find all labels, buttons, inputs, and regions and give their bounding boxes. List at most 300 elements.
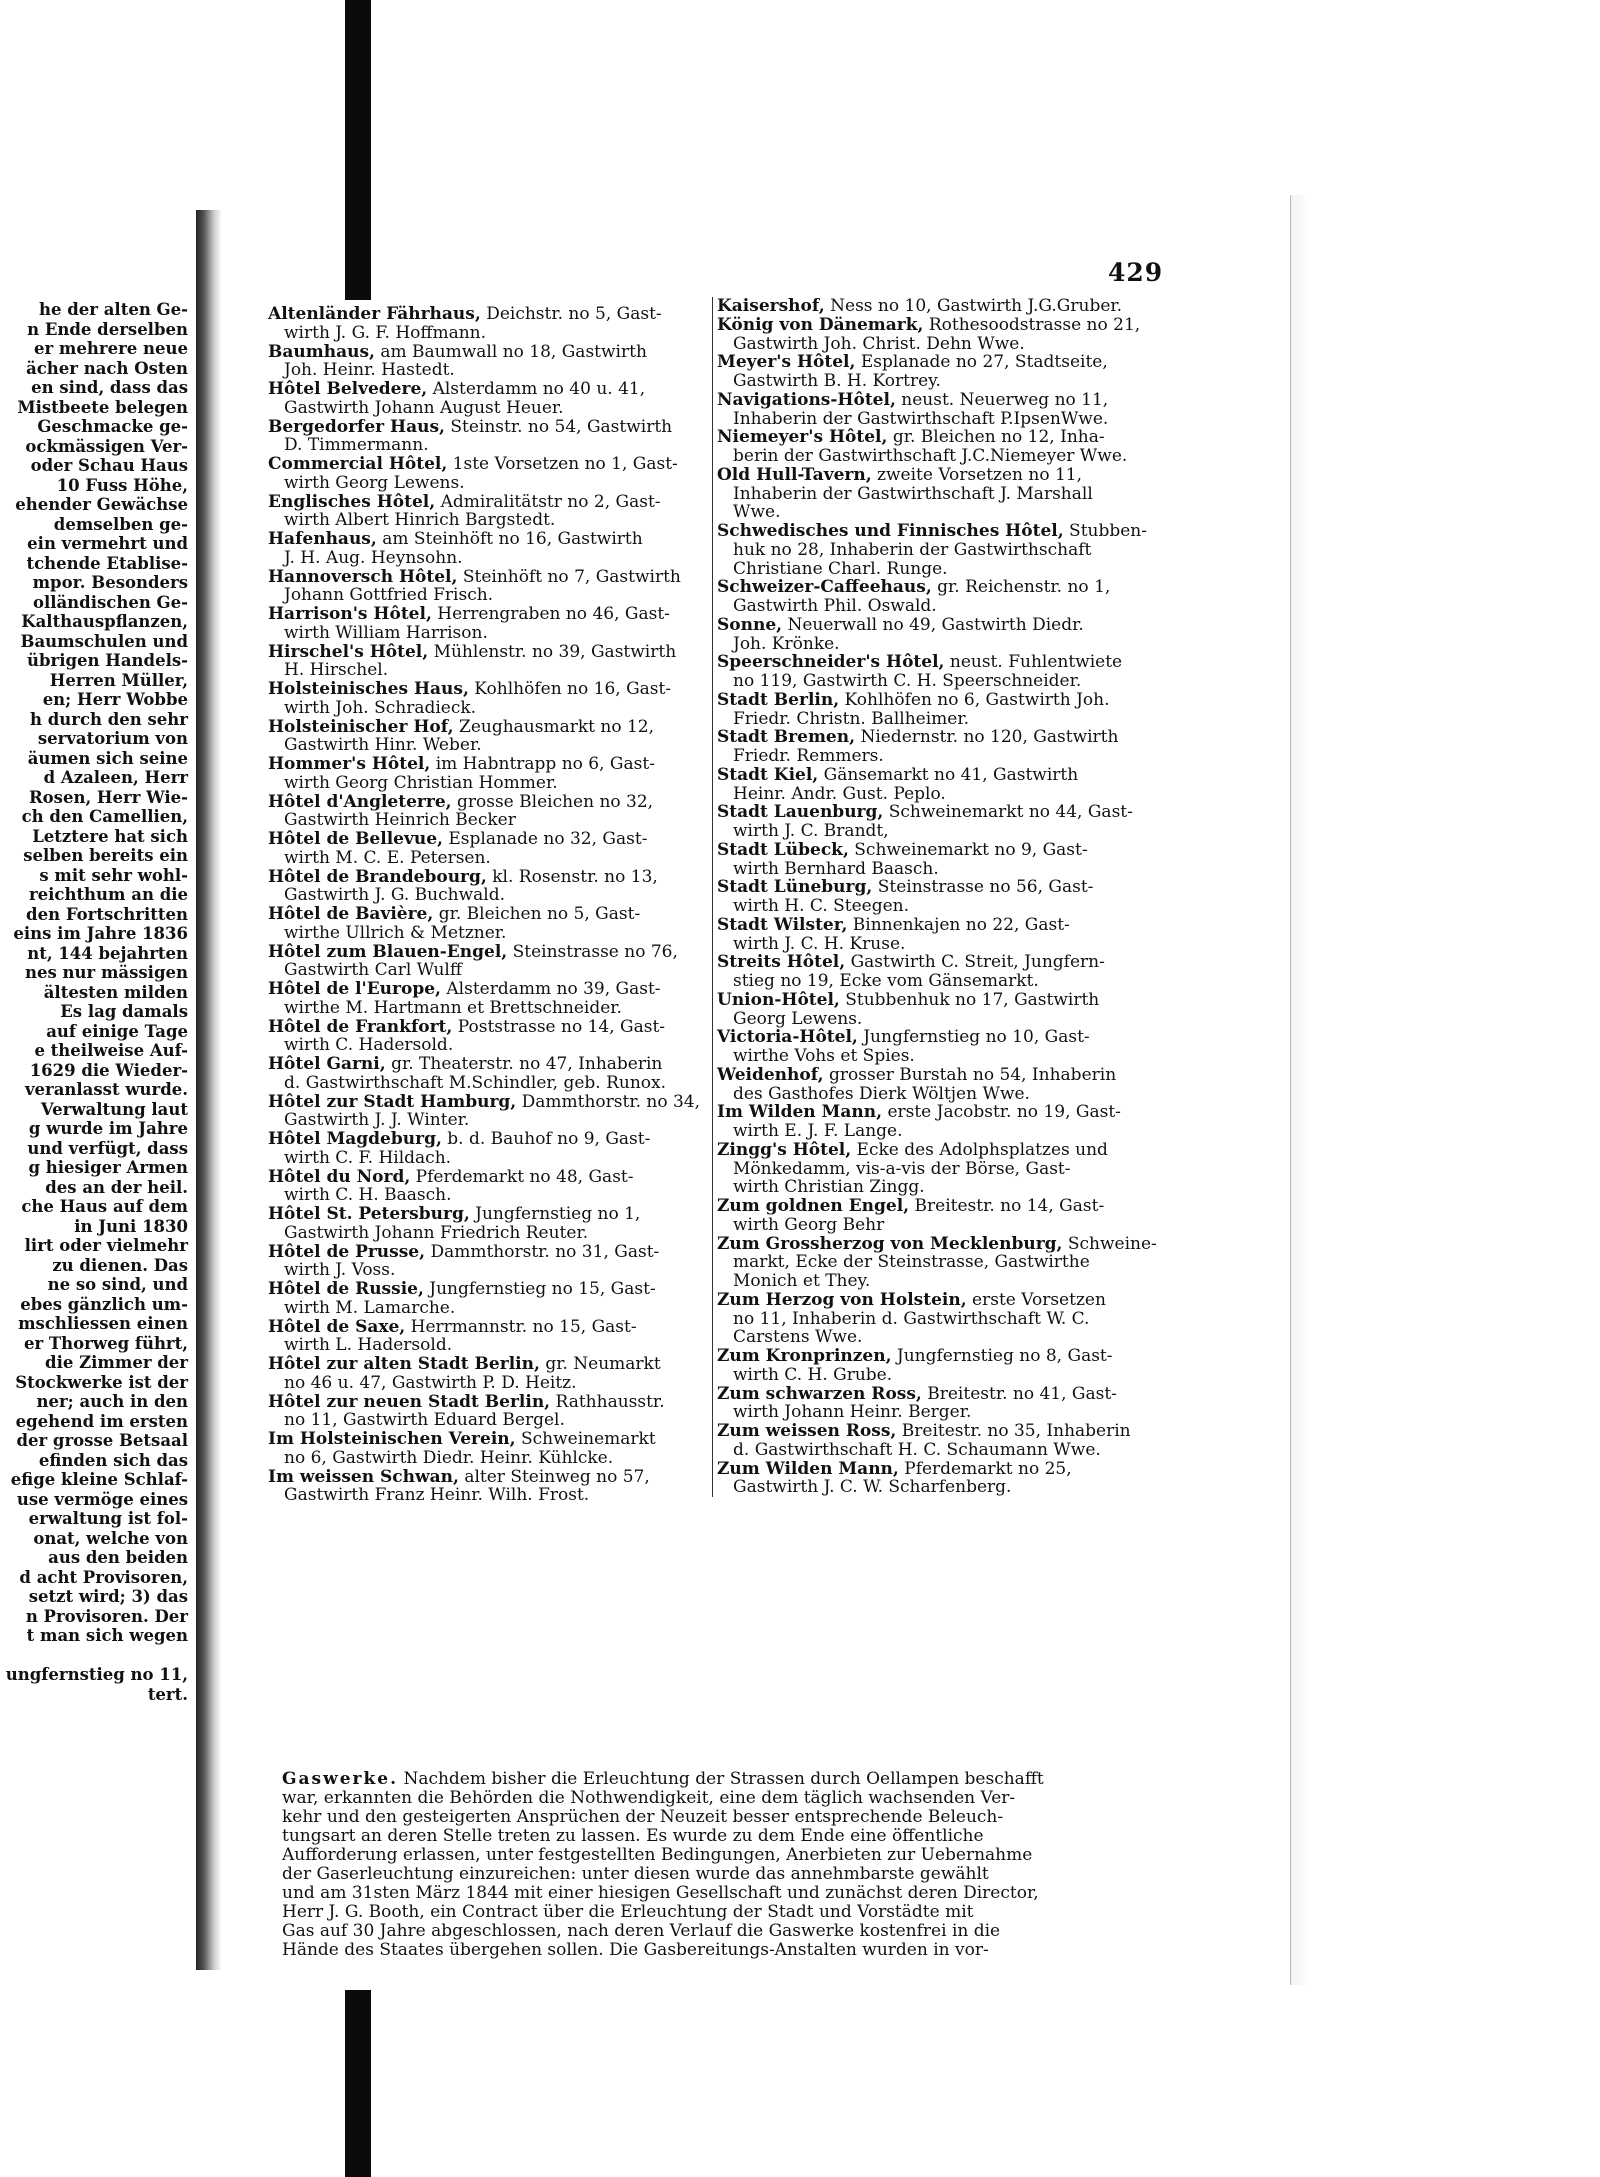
- hotel-entry: [268, 1393, 716, 1431]
- left-page-line: Letztere hat sich: [32, 826, 188, 846]
- paragraph-line: war, erkannten die Behörden die Nothwendigkeit, eine dem täglich wachsenden Ver-: [282, 1788, 1016, 1808]
- paragraph-line: Nachdem bisher die Erleuchtung der Strassen durch Oellampen beschafft: [403, 1769, 1044, 1789]
- hotel-address: Jungfernstieg no 10, Gast-: [863, 1027, 1090, 1048]
- hotel-address: Schweine-: [1067, 1233, 1157, 1254]
- hotel-entry-first-line: [268, 1243, 716, 1262]
- hotel-entry-continuation: H. Hirschel.: [284, 660, 389, 681]
- left-page-line: [0, 1646, 188, 1666]
- hotel-name: Im Holsteinischen Verein,: [268, 1429, 516, 1449]
- hotel-entry-first-line: [268, 1280, 716, 1299]
- left-page-line: lirt oder vielmehr: [24, 1236, 188, 1255]
- hotel-entry: [268, 530, 716, 568]
- hotel-address: Steinhöft no 7, Gastwirth: [462, 566, 681, 587]
- hotel-entry-first-line: [268, 868, 716, 887]
- hotel-entry-continuation: d. Gastwirthschaft H. C. Schaumann Wwe.: [733, 1439, 1101, 1460]
- hotel-entry-continuation: Wwe.: [733, 502, 781, 523]
- hotel-name: Zum goldnen Engel,: [717, 1196, 910, 1216]
- left-page-line: er Thorweg führt,: [23, 1333, 188, 1353]
- hotel-entry-first-line: [268, 530, 716, 549]
- hotel-entry-first-line: [717, 841, 1172, 860]
- left-page-line: ein vermehrt und: [27, 534, 188, 553]
- left-page-line: aus den beiden: [48, 1548, 188, 1567]
- hotel-name: König von Dänemark,: [717, 314, 924, 335]
- hotel-entry-first-line: [268, 455, 716, 474]
- hotel-name: Streits Hôtel,: [717, 952, 846, 973]
- hotel-address: Stubbenhuk no 17, Gastwirth: [845, 989, 1100, 1010]
- hotel-entry: [268, 568, 716, 606]
- hotel-entry-first-line: [268, 755, 716, 774]
- hotel-entry: [268, 830, 716, 868]
- hotel-address: Binnenkajen no 22, Gast-: [852, 914, 1070, 935]
- hotel-name: Sonne,: [717, 614, 783, 635]
- hotel-address: Admiralitätstr no 2, Gast-: [440, 491, 661, 512]
- hotel-entry-first-line: [268, 1093, 716, 1112]
- hotel-entry-continuation: Gastwirth Johann August Heuer.: [284, 397, 564, 418]
- hotel-entry-continuation: wirth Georg Lewens.: [284, 472, 465, 493]
- hotel-entry-first-line: [717, 1028, 1172, 1047]
- hotel-entry-continuation: wirth H. C. Steegen.: [733, 896, 910, 916]
- hotel-name: Commercial Hôtel,: [268, 454, 448, 474]
- hotel-entry-continuation: Friedr. Christn. Ballheimer.: [733, 708, 969, 729]
- hotel-name: Hafenhaus,: [268, 529, 377, 549]
- hotel-name: Hôtel de Saxe,: [268, 1316, 406, 1337]
- hotel-address: Mühlenstr. no 39, Gastwirth: [433, 641, 677, 662]
- left-page-line: d Azaleen, Herr: [43, 768, 188, 787]
- left-page-line: Mistbeete belegen: [17, 397, 188, 417]
- hotel-name: Hannoversch Hôtel,: [268, 566, 458, 587]
- hotel-name: Schweizer-Caffeehaus,: [717, 577, 932, 598]
- hotel-entry-first-line: [268, 905, 716, 924]
- hotel-entry: [268, 1093, 716, 1131]
- hotel-entry-first-line: [717, 953, 1172, 972]
- hotel-entry-first-line: [268, 418, 716, 437]
- hotel-entry: [268, 905, 716, 943]
- hotel-entry: [268, 980, 716, 1018]
- hotel-name: Stadt Bremen,: [717, 727, 856, 748]
- hotel-entry-continuation: Gastwirth Franz Heinr. Wilh. Frost.: [284, 1485, 590, 1506]
- left-page-line: eins im Jahre 1836: [13, 924, 188, 943]
- hotel-entry: [717, 953, 1172, 991]
- hotel-name: Zum weissen Ross,: [717, 1421, 897, 1441]
- hotel-entry-first-line: [717, 691, 1172, 710]
- hotel-entry-first-line: [268, 605, 716, 624]
- hotel-entry-continuation: Inhaberin der Gastwirthschaft P.IpsenWwe.: [733, 408, 1109, 429]
- left-page-line: übrigen Handels-: [27, 651, 188, 670]
- hotel-address: Gänsemarkt no 41, Gastwirth: [823, 764, 1079, 785]
- hotel-address: Alsterdamm no 39, Gast-: [446, 979, 661, 999]
- hotel-entry-first-line: [717, 1385, 1172, 1404]
- hotel-entry-continuation: wirth E. J. F. Lange.: [733, 1121, 903, 1141]
- hotel-entry: [717, 916, 1172, 954]
- hotel-entry-first-line: [717, 1291, 1172, 1310]
- hotel-address: 1ste Vorsetzen no 1, Gast-: [452, 454, 678, 474]
- hotel-entry: [268, 1243, 716, 1281]
- hotel-entry: [717, 1385, 1172, 1423]
- page-number: 429: [1108, 258, 1164, 287]
- hotel-entry: [717, 428, 1172, 466]
- hotel-entry-continuation: no 6, Gastwirth Diedr. Heinr. Kühlcke.: [284, 1447, 614, 1468]
- hotel-address: Pferdemarkt no 48, Gast-: [415, 1166, 634, 1187]
- hotel-entry-continuation: wirthe Ullrich & Metzner.: [284, 922, 507, 943]
- hotel-entry-first-line: [268, 1318, 716, 1337]
- hotel-address: gr. Theaterstr. no 47, Inhaberin: [391, 1054, 663, 1074]
- hotel-name: Hôtel de l'Europe,: [268, 979, 441, 999]
- left-page-line: en sind, dass das: [31, 378, 188, 397]
- hotel-entry-continuation: no 11, Gastwirth Eduard Bergel.: [284, 1410, 565, 1431]
- hotel-address: erste Vorsetzen: [972, 1289, 1106, 1310]
- hotel-address: grosse Bleichen no 32,: [456, 791, 654, 812]
- left-page-line: ebes gänzlich um-: [20, 1294, 188, 1314]
- left-page-line: den Fortschritten: [26, 904, 188, 924]
- hotel-name: Stadt Lübeck,: [717, 839, 849, 860]
- gutter-shadow: [196, 210, 222, 1970]
- hotel-entry-continuation: Gastwirth Phil. Oswald.: [733, 596, 937, 616]
- hotel-entry-first-line: [717, 297, 1172, 316]
- hotel-entry-first-line: [717, 878, 1172, 897]
- hotel-entry: [268, 943, 716, 981]
- hotel-address: Zeughausmarkt no 12,: [459, 716, 655, 737]
- left-page-line: ältesten milden: [43, 982, 188, 1002]
- hotel-entry-first-line: [717, 728, 1172, 747]
- hotel-name: Zingg's Hôtel,: [717, 1139, 852, 1160]
- hotel-entry-continuation: Mönkedamm, vis-a-vis der Börse, Gast-: [733, 1158, 1071, 1179]
- paragraph-line: kehr und den gesteigerten Ansprüchen der Neuzeit besser entsprechende Beleuch-: [282, 1807, 1004, 1827]
- hotel-name: Bergedorfer Haus,: [268, 416, 445, 437]
- hotel-name: Hôtel zum Blauen-Engel,: [268, 941, 508, 962]
- hotel-address: Jungfernstieg no 1,: [475, 1204, 641, 1224]
- hotel-entry-continuation: Heinr. Andr. Gust. Peplo.: [733, 783, 946, 804]
- hotel-entry: [268, 1430, 716, 1468]
- hotel-name: Hôtel de Brandebourg,: [268, 866, 487, 887]
- left-page-line: efige kleine Schlaf-: [10, 1470, 188, 1489]
- hotel-name: Zum Herzog von Holstein,: [717, 1289, 967, 1310]
- hotel-address: Herrmannstr. no 15, Gast-: [410, 1316, 637, 1337]
- hotel-address: am Baumwall no 18, Gastwirth: [380, 341, 647, 362]
- hotel-name: Zum schwarzen Ross,: [717, 1383, 922, 1404]
- hotel-entry-continuation: des Gasthofes Dierk Wöltjen Wwe.: [733, 1083, 1030, 1104]
- hotel-name: Hirschel's Hôtel,: [268, 641, 429, 662]
- paragraph-line: Gas auf 30 Jahre abgeschlossen, nach deren Verlauf die Gaswerke kostenfrei in die: [282, 1921, 1001, 1941]
- hotel-entry-continuation: Gastwirth J. G. Buchwald.: [284, 885, 505, 906]
- hotel-name: Stadt Lüneburg,: [717, 877, 873, 898]
- hotel-entry: [717, 1347, 1172, 1385]
- left-page-line: e theilweise Auf-: [34, 1041, 188, 1060]
- left-page-line: ehender Gewächse: [15, 495, 188, 514]
- hotel-address: Rothesoodstrasse no 21,: [928, 314, 1141, 335]
- hotel-entry: [268, 1055, 716, 1093]
- left-page-line: t man sich wegen: [26, 1626, 188, 1645]
- left-page-line: demselben ge-: [53, 514, 188, 534]
- hotel-name: Navigations-Hôtel,: [717, 389, 896, 410]
- hotel-entry-continuation: Monich et They.: [733, 1271, 871, 1291]
- hotel-entry-continuation: wirth L. Hadersold.: [284, 1335, 453, 1356]
- hotel-entry-first-line: [717, 803, 1172, 822]
- left-page-line: servatorium von: [37, 729, 188, 748]
- left-page-line: auf einige Tage: [46, 1021, 188, 1041]
- left-page-text: [0, 300, 188, 1704]
- left-page-line: mschliessen einen: [18, 1314, 188, 1333]
- hotel-name: Schwedisches und Finnisches Hôtel,: [717, 521, 1064, 541]
- hotel-name: Baumhaus,: [268, 341, 375, 362]
- hotel-entry: [717, 616, 1172, 654]
- hotel-address: Kohlhöfen no 6, Gastwirth Joh.: [844, 689, 1110, 710]
- hotel-entry: [268, 718, 716, 756]
- hotel-entry-continuation: wirth C. F. Hildach.: [284, 1147, 452, 1168]
- left-page-line: tchende Etablise-: [26, 553, 188, 573]
- hotel-entry: [717, 1103, 1172, 1141]
- left-page-line: Baumschulen und: [20, 631, 188, 651]
- hotel-entry-continuation: wirthe Vohs et Spies.: [733, 1046, 915, 1066]
- hotel-entry-first-line: [717, 578, 1172, 597]
- hotel-name: Victoria-Hôtel,: [717, 1027, 858, 1048]
- hotel-address: neust. Neuerweg no 11,: [901, 389, 1109, 410]
- hotel-entry-continuation: J. H. Aug. Heynsohn.: [284, 547, 463, 568]
- paragraph-line: Aufforderung erlassen, unter festgestellten Bedingungen, Anerbieten zur Uebernahme: [282, 1845, 1033, 1865]
- hotel-entry: [717, 353, 1172, 391]
- hotel-address: Rathhausstr.: [555, 1391, 665, 1412]
- hotel-entry-continuation: no 11, Inhaberin d. Gastwirthschaft W. C.: [733, 1308, 1090, 1329]
- hotel-name: Harrison's Hôtel,: [268, 604, 432, 624]
- hotel-name: Zum Kronprinzen,: [717, 1346, 892, 1366]
- hotel-entry-continuation: Gastwirth J. C. W. Scharfenberg.: [733, 1477, 1012, 1498]
- left-page-line: in Juni 1830: [74, 1216, 188, 1236]
- hotel-name: Hôtel d'Angleterre,: [268, 791, 452, 812]
- left-page-line: g hiesiger Armen: [28, 1158, 188, 1177]
- hotel-entry-continuation: wirth Georg Christian Hommer.: [284, 772, 558, 793]
- hotel-entry: [717, 297, 1172, 316]
- hotel-name: Hôtel de Russie,: [268, 1279, 424, 1299]
- hotel-entry-first-line: [268, 1355, 716, 1374]
- hotel-address: Niedernstr. no 120, Gastwirth: [860, 727, 1119, 748]
- hotel-entry: [268, 643, 716, 681]
- hotel-address: kl. Rosenstr. no 13,: [492, 866, 658, 887]
- hotel-entry: [717, 316, 1172, 354]
- hotel-name: Hôtel St. Petersburg,: [268, 1204, 470, 1224]
- hotel-entry-first-line: [717, 316, 1172, 335]
- hotel-name: Niemeyer's Hôtel,: [717, 427, 888, 448]
- left-page-line: der grosse Betsaal: [16, 1431, 188, 1450]
- left-page-line: äumen sich seine: [27, 748, 188, 768]
- hotel-entry-continuation: D. Timmermann.: [284, 435, 429, 456]
- left-page-line: Stockwerke ist der: [15, 1372, 188, 1392]
- hotel-entry: [717, 653, 1172, 691]
- hotel-address: im Habntrapp no 6, Gast-: [435, 754, 655, 774]
- page-edge: [1290, 195, 1309, 1985]
- left-page-line: n Ende derselben: [27, 319, 188, 339]
- hotel-entry-first-line: [268, 1130, 716, 1149]
- hotel-entry-first-line: [717, 916, 1172, 935]
- hotel-name: Hôtel zur neuen Stadt Berlin,: [268, 1391, 551, 1412]
- left-page-line: ockmässigen Ver-: [25, 436, 188, 456]
- hotel-entry-first-line: [268, 568, 716, 587]
- hotel-name: Hôtel de Bavière,: [268, 904, 434, 924]
- hotel-address: gr. Neumarkt: [545, 1354, 661, 1374]
- paragraph-first-line: [282, 1770, 1182, 1789]
- hotel-name: Hôtel zur Stadt Hamburg,: [268, 1091, 517, 1112]
- hotel-entry: [268, 1168, 716, 1206]
- hotel-address: Steinstr. no 54, Gastwirth: [450, 416, 673, 437]
- hotel-name: Holsteinisches Haus,: [268, 679, 469, 699]
- hotel-entry-continuation: Gastwirth Heinrich Becker: [284, 810, 516, 831]
- hotel-name: Stadt Wilster,: [717, 914, 848, 935]
- gaswerke-paragraph: [282, 1770, 1182, 1960]
- hotel-entry: [717, 466, 1172, 522]
- left-page-line: er mehrere neue: [33, 339, 188, 358]
- paragraph-lead: Gaswerke.: [282, 1769, 399, 1789]
- hotel-entry-continuation: no 46 u. 47, Gastwirth P. D. Heitz.: [284, 1372, 577, 1393]
- hotel-name: Hôtel Garni,: [268, 1054, 386, 1074]
- left-page-line: mpor. Besonders: [32, 573, 188, 592]
- hotel-entry-first-line: [717, 1197, 1172, 1216]
- hotel-entry-continuation: wirth Johann Heinr. Berger.: [733, 1402, 972, 1423]
- hotel-name: Im weissen Schwan,: [268, 1466, 459, 1487]
- hotel-address: Dammthorstr. no 34,: [521, 1091, 701, 1112]
- left-page-line: 1629 die Wieder-: [29, 1060, 188, 1080]
- hotel-name: Im Wilden Mann,: [717, 1102, 883, 1123]
- hotel-address: Herrengraben no 46, Gast-: [437, 604, 670, 624]
- left-page: [0, 250, 200, 2000]
- hotel-entry-continuation: Georg Lewens.: [733, 1008, 863, 1029]
- hotel-entry: [268, 1468, 716, 1506]
- hotel-entry: [268, 793, 716, 831]
- hotel-entry-continuation: Inhaberin der Gastwirthschaft J. Marshall: [733, 483, 1093, 504]
- hotel-entry-continuation: wirth J. G. F. Hoffmann.: [284, 322, 487, 343]
- hotel-entry-first-line: [717, 1422, 1172, 1441]
- hotel-list-left-column: [268, 305, 716, 1505]
- hotel-address: Ness no 10, Gastwirth J.G.Gruber.: [830, 296, 1123, 316]
- hotel-entry-first-line: [717, 1347, 1172, 1366]
- hotel-address: Breitestr. no 41, Gast-: [927, 1383, 1117, 1404]
- hotel-name: Speerschneider's Hôtel,: [717, 652, 945, 673]
- hotel-entry: [268, 418, 716, 456]
- hotel-entry-first-line: [268, 493, 716, 512]
- left-page-line: d acht Provisoren,: [19, 1567, 188, 1587]
- hotel-entry: [268, 455, 716, 493]
- hotel-name: Hôtel du Nord,: [268, 1166, 411, 1187]
- hotel-entry: [268, 605, 716, 643]
- hotel-address: gr. Reichenstr. no 1,: [937, 577, 1111, 598]
- hotel-entry-first-line: [268, 343, 716, 362]
- hotel-entry-continuation: wirth William Harrison.: [284, 622, 488, 643]
- hotel-entry-first-line: [717, 991, 1172, 1010]
- hotel-entry-first-line: [268, 980, 716, 999]
- left-page-line: efinden sich das: [38, 1450, 188, 1470]
- hotel-entry-continuation: wirth Joh. Schradieck.: [284, 697, 477, 718]
- hotel-name: Hôtel de Frankfort,: [268, 1016, 453, 1037]
- hotel-entry: [717, 1422, 1172, 1460]
- left-page-line: egehend im ersten: [15, 1411, 188, 1431]
- hotel-entry-first-line: [717, 1141, 1172, 1160]
- hotel-entry-first-line: [268, 1468, 716, 1487]
- hotel-name: Zum Wilden Mann,: [717, 1458, 899, 1479]
- hotel-entry-first-line: [268, 793, 716, 812]
- hotel-entry-first-line: [717, 1103, 1172, 1122]
- left-page-line: reichthum an die: [28, 885, 188, 904]
- left-page-line: onat, welche von: [33, 1528, 188, 1548]
- left-page-line: und verfügt, dass: [27, 1138, 188, 1158]
- hotel-entry: [268, 1205, 716, 1243]
- hotel-entry: [717, 1028, 1172, 1066]
- hotel-entry: [717, 991, 1172, 1029]
- hotel-name: Holsteinischer Hof,: [268, 716, 454, 737]
- left-page-line: zu dienen. Das: [52, 1255, 188, 1275]
- hotel-address: b. d. Bauhof no 9, Gast-: [447, 1129, 651, 1149]
- hotel-entry: [717, 1141, 1172, 1197]
- left-page-line: ner; auch in den: [36, 1392, 188, 1411]
- hotel-name: Hommer's Hôtel,: [268, 754, 431, 774]
- hotel-name: Altenländer Fährhaus,: [268, 304, 481, 324]
- left-page-line: n Provisoren. Der: [25, 1606, 188, 1626]
- hotel-address: grosser Burstah no 54, Inhaberin: [829, 1064, 1117, 1085]
- hotel-entry-first-line: [717, 1460, 1172, 1479]
- hotel-entry: [717, 878, 1172, 916]
- hotel-entry-first-line: [717, 353, 1172, 372]
- left-page-line: ungfernstieg no 11,: [5, 1665, 188, 1684]
- left-page-line: nes nur mässigen: [25, 963, 188, 982]
- left-page-line: selben bereits ein: [23, 846, 188, 865]
- hotel-address: Neuerwall no 49, Gastwirth Diedr.: [787, 614, 1084, 635]
- hotel-address: gr. Bleichen no 5, Gast-: [438, 904, 641, 924]
- hotel-list-right-column: [712, 297, 1172, 1497]
- hotel-name: Stadt Berlin,: [717, 689, 840, 710]
- hotel-entry-first-line: [268, 1205, 716, 1224]
- left-page-line: en; Herr Wobbe: [42, 690, 188, 709]
- left-page-line: erwaltung ist fol-: [28, 1509, 188, 1528]
- hotel-entry-first-line: [268, 680, 716, 699]
- hotel-entry: [268, 1355, 716, 1393]
- left-page-line: nt, 144 bejahrten: [27, 943, 188, 963]
- hotel-entry-first-line: [268, 380, 716, 399]
- hotel-entry-continuation: Christiane Charl. Runge.: [733, 558, 948, 579]
- hotel-entry-first-line: [717, 428, 1172, 447]
- hotel-entry: [717, 841, 1172, 879]
- left-page-line: veranlasst wurde.: [24, 1080, 188, 1099]
- hotel-name: Union-Hôtel,: [717, 989, 840, 1010]
- hotel-address: Steinstrasse no 56, Gast-: [877, 877, 1094, 898]
- hotel-name: Meyer's Hôtel,: [717, 352, 856, 373]
- left-page-line: 10 Fuss Höhe,: [56, 475, 188, 495]
- hotel-entry-continuation: wirth J. C. H. Kruse.: [733, 933, 906, 954]
- left-page-line: Verwaltung laut: [40, 1099, 188, 1119]
- book-spine-top: [345, 0, 371, 300]
- hotel-entry-continuation: wirth Christian Zingg.: [733, 1177, 925, 1198]
- hotel-entry-first-line: [268, 1430, 716, 1449]
- left-page-line: h durch den sehr: [29, 709, 188, 729]
- left-page-line: tert.: [147, 1684, 188, 1704]
- hotel-entry-continuation: wirth J. C. Brandt,: [733, 821, 889, 841]
- left-page-line: Herren Müller,: [49, 670, 188, 690]
- paragraph-line: tungsart an deren Stelle treten zu lassen. Es wurde zu dem Ende eine öffentliche: [282, 1826, 984, 1846]
- hotel-entry: [268, 1318, 716, 1356]
- hotel-entry-first-line: [717, 616, 1172, 635]
- hotel-entry-continuation: wirth C. H. Grube.: [733, 1364, 893, 1385]
- hotel-address: Breitestr. no 35, Inhaberin: [901, 1421, 1131, 1441]
- hotel-entry: [268, 868, 716, 906]
- hotel-address: erste Jacobstr. no 19, Gast-: [887, 1102, 1121, 1123]
- left-page-line: ächer nach Osten: [26, 358, 188, 378]
- left-page-line: che Haus auf dem: [21, 1197, 188, 1216]
- hotel-entry-first-line: [268, 305, 716, 324]
- hotel-entry-continuation: Gastwirth J. J. Winter.: [284, 1110, 470, 1131]
- hotel-name: Stadt Kiel,: [717, 764, 819, 785]
- left-page-line: Es lag damals: [60, 1002, 188, 1021]
- hotel-address: zweite Vorsetzen no 11,: [877, 464, 1083, 485]
- hotel-address: gr. Bleichen no 12, Inha-: [892, 427, 1105, 448]
- hotel-entry-continuation: Joh. Heinr. Hastedt.: [284, 360, 455, 381]
- hotel-name: Kaisershof,: [717, 296, 825, 316]
- hotel-entry-continuation: no 119, Gastwirth C. H. Speerschneider.: [733, 671, 1082, 691]
- hotel-entry-continuation: wirthe M. Hartmann et Brettschneider.: [284, 997, 622, 1018]
